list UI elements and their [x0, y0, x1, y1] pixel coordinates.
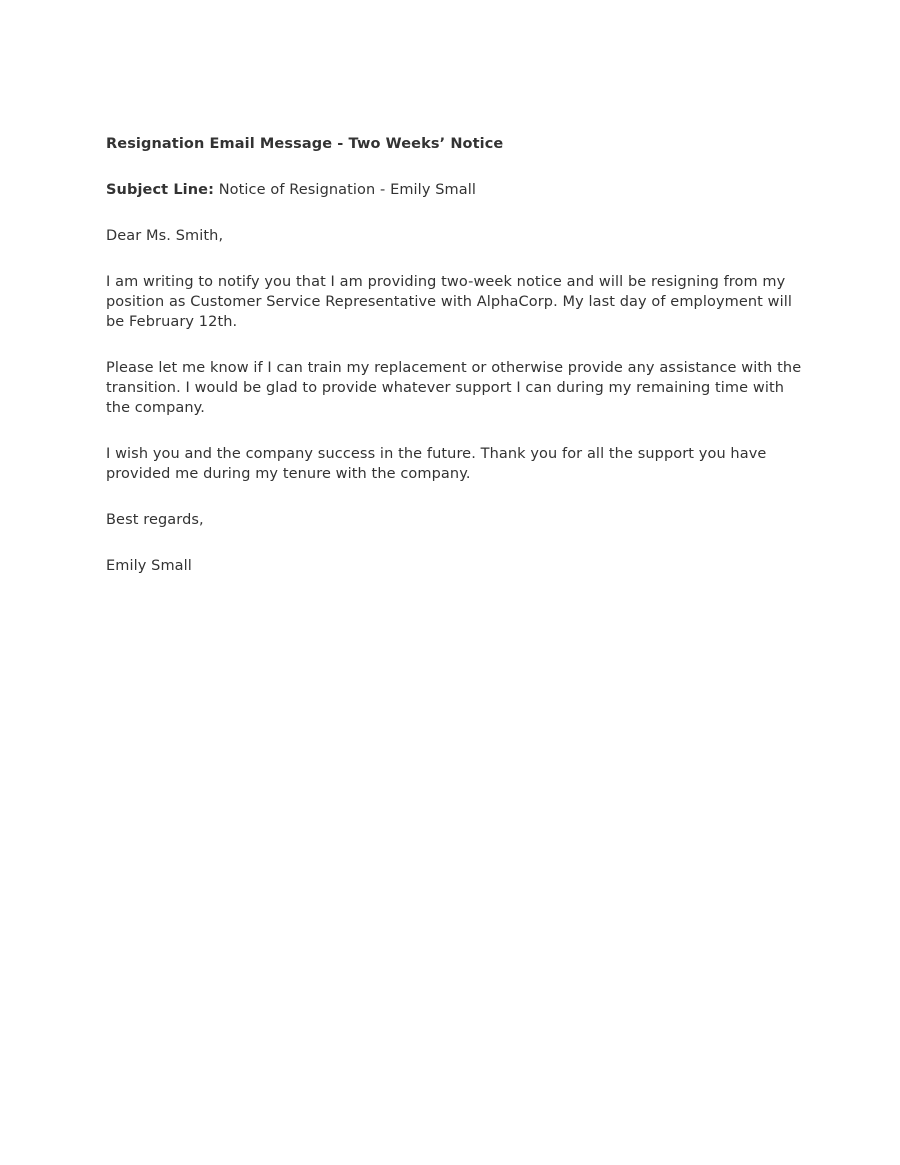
body-paragraph-1: I am writing to notify you that I am providing two-week notice and will be resigning from my position as Customer Service Representative with AlphaCorp. My last day of employment will be February 12th.	[106, 274, 793, 330]
body-paragraph-2: Please let me know if I can train my replacement or otherwise provide any assistance with the transition. I would be glad to provide whatever support I can during my remaining time with the company.	[106, 360, 802, 416]
subject-value: Notice of Resignation - Emily Small	[218, 182, 476, 198]
body-paragraph-3: I wish you and the company success in the future. Thank you for all the support you have provided me during my tenure with the company.	[106, 446, 767, 482]
salutation: Dear Ms. Smith,	[106, 228, 224, 244]
document-title: Resignation Email Message - Two Weeks’ Notice	[106, 136, 504, 152]
subject-line	[106, 180, 806, 200]
signature: Emily Small	[106, 558, 192, 574]
document-page	[106, 134, 806, 602]
subject-label: Subject Line:	[106, 182, 214, 198]
closing: Best regards,	[106, 512, 204, 528]
